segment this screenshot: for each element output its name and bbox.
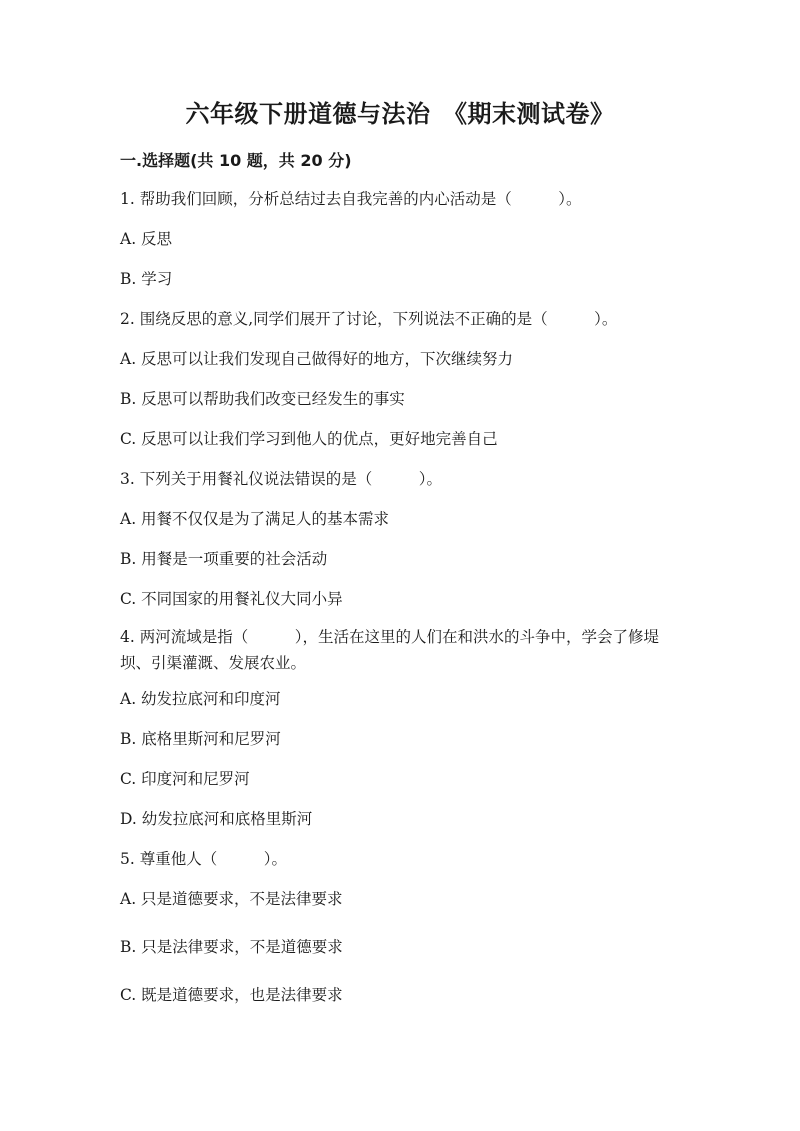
section-heading: 一.选择题(共 10 题，共 20 分): [120, 151, 352, 170]
question-4-option-a: A. 幼发拉底河和印度河: [120, 690, 281, 708]
question-2-stem: 2. 围绕反思的意义,同学们展开了讨论，下列说法不正确的是（ ）。: [120, 310, 618, 328]
page-title: 六年级下册道德与法治 《期末测试卷》: [185, 99, 615, 128]
question-1-option-a: A. 反思: [120, 230, 173, 248]
question-2-option-a: A. 反思可以让我们发现自己做得好的地方，下次继续努力: [120, 350, 514, 368]
question-1-stem: 1. 帮助我们回顾，分析总结过去自我完善的内心活动是（ ）。: [120, 190, 582, 208]
question-3-option-a: A. 用餐不仅仅是为了满足人的基本需求: [120, 510, 390, 528]
question-3-stem: 3. 下列关于用餐礼仪说法错误的是（ ）。: [120, 470, 442, 488]
question-5-option-b: B. 只是法律要求，不是道德要求: [120, 938, 343, 956]
question-4-option-c: C. 印度河和尼罗河: [120, 770, 250, 788]
question-4-option-d: D. 幼发拉底河和底格里斯河: [120, 810, 313, 828]
question-1-option-b: B. 学习: [120, 270, 173, 288]
question-4-stem: 4. 两河流域是指（ ），生活在这里的人们在和洪水的斗争中，学会了修堤坝、引渠灌溉、发展农业。: [120, 628, 659, 672]
question-3-option-b: B. 用餐是一项重要的社会活动: [120, 550, 328, 568]
question-2-option-c: C. 反思可以让我们学习到他人的优点，更好地完善自己: [120, 430, 498, 448]
question-2-option-b: B. 反思可以帮助我们改变已经发生的事实: [120, 390, 405, 408]
question-5-option-c: C. 既是道德要求，也是法律要求: [120, 986, 343, 1004]
question-4-option-b: B. 底格里斯河和尼罗河: [120, 730, 281, 748]
question-5-stem: 5. 尊重他人（ ）。: [120, 850, 287, 868]
question-3-option-c: C. 不同国家的用餐礼仪大同小异: [120, 590, 343, 608]
question-5-option-a: A. 只是道德要求，不是法律要求: [120, 890, 343, 908]
